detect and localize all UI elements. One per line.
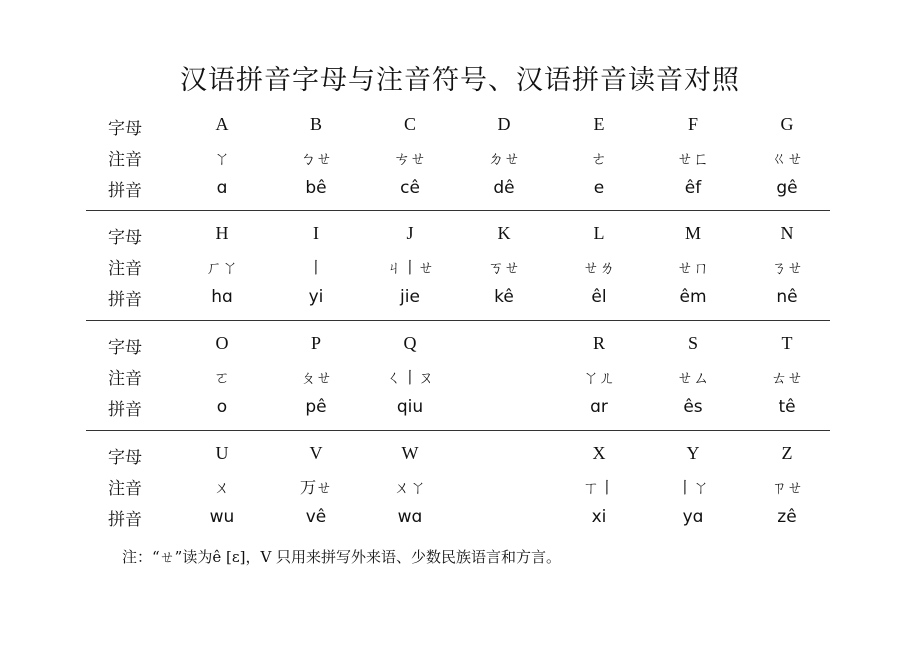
letter-row bbox=[86, 112, 830, 143]
row-label-pinyin: 拼音 bbox=[108, 400, 142, 420]
pinyin-row bbox=[86, 503, 830, 534]
pinyin-cell: ês bbox=[683, 397, 703, 417]
letter-row bbox=[86, 221, 830, 252]
letter-cell: Y bbox=[686, 443, 700, 463]
pinyin-cell: jie bbox=[400, 287, 420, 307]
pinyin-cell: zê bbox=[777, 507, 797, 527]
footnote: 注：“ㄝ”读为ê [ɛ]，V 只用来拼写外来语、少数民族语言和方言。 bbox=[122, 548, 562, 566]
letter-cell: W bbox=[401, 443, 419, 463]
row-label-zhuyin: 注音 bbox=[108, 479, 142, 499]
zhuyin-cell: ㄝㄇ bbox=[676, 258, 709, 277]
row-label-pinyin: 拼音 bbox=[108, 290, 142, 310]
row-label-letter: 字母 bbox=[108, 119, 142, 139]
row-label-zhuyin: 注音 bbox=[108, 259, 142, 279]
pinyin-cell: dê bbox=[493, 178, 515, 198]
zhuyin-row bbox=[86, 143, 830, 174]
zhuyin-cell: ㄨ bbox=[213, 478, 230, 497]
pinyin-cell: nê bbox=[776, 287, 798, 307]
letter-cell: M bbox=[684, 223, 701, 243]
zhuyin-cell: ㄒ丨 bbox=[582, 478, 615, 497]
group-divider bbox=[86, 210, 830, 211]
pinyin-cell: êf bbox=[684, 178, 702, 198]
pinyin-cell: hɑ bbox=[211, 287, 233, 307]
pinyin-cell: xi bbox=[591, 507, 607, 527]
letter-cell: J bbox=[406, 223, 414, 243]
zhuyin-row bbox=[86, 252, 830, 283]
pinyin-cell: êl bbox=[591, 287, 607, 307]
zhuyin-cell: 丨 bbox=[307, 258, 324, 277]
letter-cell: P bbox=[310, 333, 321, 353]
letter-cell: Z bbox=[781, 443, 793, 463]
letter-cell: A bbox=[215, 114, 229, 134]
zhuyin-cell: ㄍㄝ bbox=[770, 149, 803, 168]
zhuyin-cell: ㄉㄝ bbox=[487, 149, 520, 168]
page-title: 汉语拼音字母与注音符号、汉语拼音读音对照 bbox=[180, 65, 740, 96]
pinyin-row bbox=[86, 174, 830, 205]
letter-cell: E bbox=[593, 114, 605, 134]
letter-cell: R bbox=[592, 333, 605, 353]
letter-cell: D bbox=[497, 114, 511, 134]
row-label-letter: 字母 bbox=[108, 338, 142, 358]
letter-cell: X bbox=[592, 443, 606, 463]
zhuyin-cell: ㄝㄈ bbox=[676, 149, 709, 168]
zhuyin-row bbox=[86, 472, 830, 503]
letter-cell: Q bbox=[403, 333, 417, 353]
zhuyin-cell: ㄝㄌ bbox=[582, 258, 615, 277]
letter-cell: B bbox=[309, 114, 322, 134]
letter-cell: U bbox=[215, 443, 229, 463]
zhuyin-cell: 丨ㄚ bbox=[676, 478, 709, 497]
row-label-zhuyin: 注音 bbox=[108, 150, 142, 170]
letter-cell: H bbox=[215, 223, 229, 243]
pinyin-cell: e bbox=[593, 178, 605, 198]
zhuyin-cell: ㄪㄝ bbox=[299, 478, 332, 497]
zhuyin-cell: ㄚ bbox=[213, 149, 230, 168]
row-label-pinyin: 拼音 bbox=[108, 181, 142, 201]
zhuyin-cell: ㄨㄚ bbox=[393, 478, 426, 497]
zhuyin-cell: ㄐ丨ㄝ bbox=[385, 258, 434, 277]
pinyin-cell: tê bbox=[778, 397, 796, 417]
zhuyin-cell: ㄜ bbox=[590, 149, 607, 168]
letter-cell: G bbox=[780, 114, 794, 134]
letter-cell: I bbox=[313, 223, 319, 243]
zhuyin-cell: ㄚㄦ bbox=[582, 368, 615, 387]
group-divider bbox=[86, 430, 830, 431]
zhuyin-cell: ㄗㄝ bbox=[770, 478, 803, 497]
pinyin-cell: qiu bbox=[396, 397, 424, 417]
pinyin-cell: pê bbox=[305, 397, 327, 417]
letter-cell: L bbox=[593, 223, 605, 243]
row-label-letter: 字母 bbox=[108, 228, 142, 248]
pinyin-row bbox=[86, 393, 830, 424]
letter-cell: K bbox=[497, 223, 511, 243]
letter-row bbox=[86, 331, 830, 362]
letter-cell: F bbox=[687, 114, 698, 134]
pinyin-cell: êm bbox=[679, 287, 707, 307]
letter-cell: N bbox=[780, 223, 794, 243]
letter-cell: V bbox=[309, 443, 323, 463]
zhuyin-cell: ㄘㄝ bbox=[393, 149, 426, 168]
pinyin-cell: ɑ bbox=[216, 178, 228, 198]
zhuyin-row bbox=[86, 362, 830, 393]
pinyin-cell: wɑ bbox=[397, 507, 423, 527]
letter-cell: S bbox=[687, 333, 698, 353]
zhuyin-cell: ㄑ丨ㄡ bbox=[385, 368, 434, 387]
letter-cell: C bbox=[403, 114, 416, 134]
letter-row bbox=[86, 441, 830, 472]
row-label-pinyin: 拼音 bbox=[108, 510, 142, 530]
group-divider bbox=[86, 320, 830, 321]
pinyin-cell: vê bbox=[305, 507, 327, 527]
letter-cell: O bbox=[215, 333, 229, 353]
zhuyin-cell: ㄛ bbox=[213, 368, 230, 387]
zhuyin-cell: ㄏㄚ bbox=[205, 258, 238, 277]
zhuyin-cell: ㄋㄝ bbox=[770, 258, 803, 277]
pinyin-cell: gê bbox=[776, 178, 798, 198]
pinyin-cell: yɑ bbox=[682, 507, 704, 527]
pinyin-cell: ɑr bbox=[590, 397, 608, 417]
zhuyin-cell: ㄊㄝ bbox=[770, 368, 803, 387]
zhuyin-cell: ㄆㄝ bbox=[299, 368, 332, 387]
pinyin-cell: yi bbox=[308, 287, 324, 307]
pinyin-cell: wu bbox=[209, 507, 235, 527]
pinyin-cell: cê bbox=[400, 178, 420, 198]
letter-cell: T bbox=[781, 333, 793, 353]
zhuyin-cell: ㄎㄝ bbox=[487, 258, 520, 277]
zhuyin-cell: ㄅㄝ bbox=[299, 149, 332, 168]
zhuyin-cell: ㄝㄙ bbox=[676, 368, 709, 387]
row-label-zhuyin: 注音 bbox=[108, 369, 142, 389]
pinyin-row bbox=[86, 283, 830, 314]
row-label-letter: 字母 bbox=[108, 448, 142, 468]
pinyin-cell: bê bbox=[305, 178, 327, 198]
pinyin-cell: o bbox=[216, 397, 228, 417]
pinyin-cell: kê bbox=[494, 287, 514, 307]
